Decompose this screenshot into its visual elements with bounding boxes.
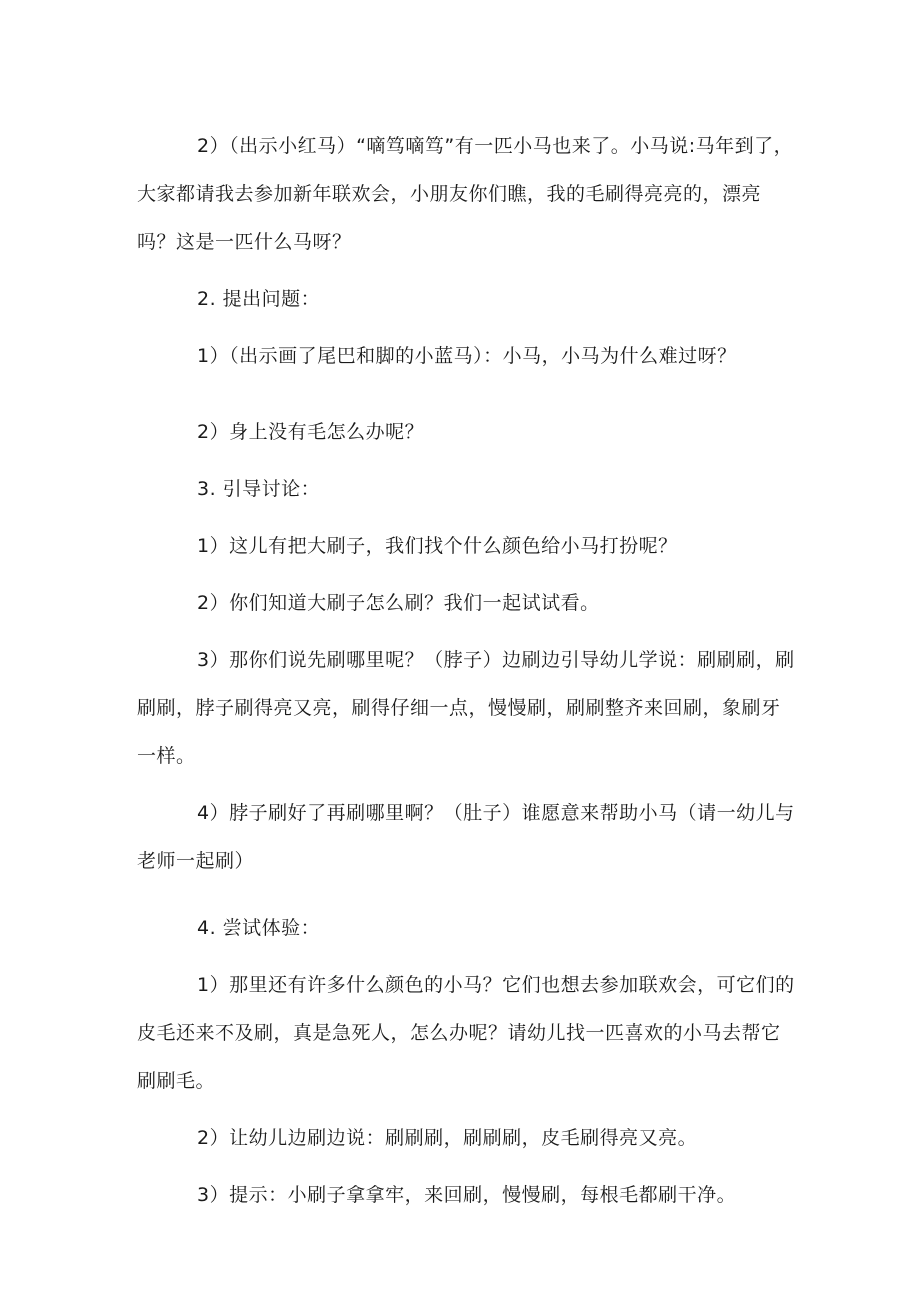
paragraph-how-to-brush: 2）你们知道大刷子怎么刷？我们一起试试看。	[197, 592, 600, 614]
document-page	[137, 122, 797, 1219]
paragraph-no-fur: 2）身上没有毛怎么办呢？	[197, 421, 425, 443]
paragraph-big-brush: 1）这儿有把大刷子，我们找个什么颜色给小马打扮呢？	[197, 535, 678, 557]
paragraph-blue-horse: 1）（出示画了尾巴和脚的小蓝马）：小马，小马为什么难过呀？	[197, 345, 737, 367]
paragraph-brush-neck: 3）那你们说先刷哪里呢？（脖子）边刷边引导幼儿学说：刷刷刷，刷刷刷，脖子刷得亮又亮，刷得仔细一点，慢慢刷，刷刷整齐来回刷，象刷牙一样。	[137, 649, 795, 767]
heading-guided-discussion: 3. 引导讨论：	[197, 478, 321, 500]
paragraph-intro-red-horse: 2）（出示小红马）“嘀笃嘀笃”有一匹小马也来了。小马说:马年到了，大家都请我去参加新年联欢会，小朋友你们瞧，我的毛刷得亮亮的，漂亮吗？这是一匹什么马呀？	[137, 135, 794, 253]
paragraph-many-horses: 1）那里还有许多什么颜色的小马？它们也想去参加联欢会，可它们的皮毛还来不及刷，真是急死人，怎么办呢？请幼儿找一匹喜欢的小马去帮它刷刷毛。	[137, 974, 795, 1092]
paragraph-brush-belly: 4）脖子刷好了再刷哪里啊？（肚子）谁愿意来帮助小马（请一幼儿与老师一起刷）	[137, 802, 795, 872]
paragraph-brush-and-say: 2）让幼儿边刷边说：刷刷刷，刷刷刷，皮毛刷得亮又亮。	[197, 1127, 698, 1149]
paragraph-tips: 3）提示：小刷子拿拿牢，来回刷，慢慢刷，每根毛都刷干净。	[197, 1184, 737, 1206]
heading-ask-questions: 2. 提出问题：	[197, 288, 321, 310]
heading-try-experience: 4. 尝试体验：	[197, 917, 321, 939]
